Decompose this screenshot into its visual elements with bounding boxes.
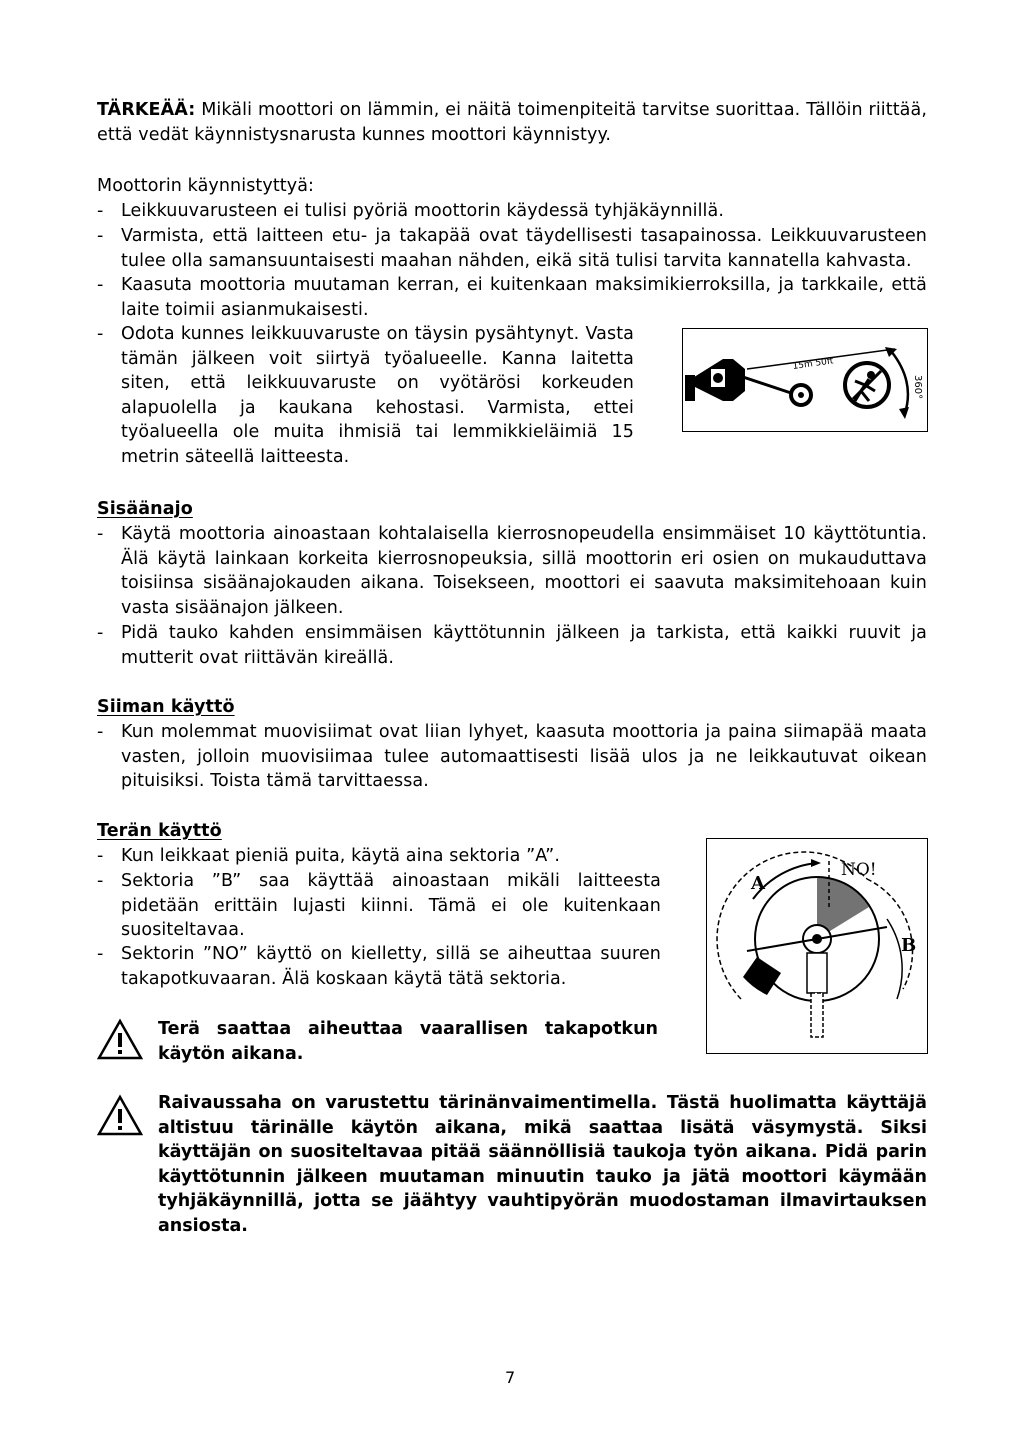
blade-item-1: Kun leikkaat pieniä puita, käytä aina sektoria ”A”. <box>121 846 560 866</box>
line-heading: Siiman käyttö <box>97 697 235 717</box>
blade-heading: Terän käyttö <box>97 821 222 841</box>
list-dash: - <box>97 201 104 221</box>
intro-paragraph <box>97 98 927 147</box>
sector-a-label: A <box>751 873 765 894</box>
list-dash: - <box>97 226 104 246</box>
safe-distance-figure <box>682 328 928 432</box>
blade-item-3: Sektorin ”NO” käyttö on kielletty, sillä se aiheuttaa suuren takapotkuvaaran. Älä koskaan käytä tätä sektoria. <box>121 944 661 989</box>
sector-no-label: NO! <box>841 860 877 880</box>
intro-label: TÄRKEÄÄ: <box>97 100 196 120</box>
line-item-1: Kun molemmat muovisiimat ovat liian lyhyet, kaasuta moottoria ja paina siimapää maata vasten, jolloin muovisiimaa tulee automaattisesti lisää ulos ja ne leikkautuvat oikean pituisiksi. Toista tämä tarvittaessa. <box>121 722 927 791</box>
warning-2-text: Raivaussaha on varustettu tärinänvaimentimella. Tästä huolimatta käyttäjä altistuu tärinälle käytön aikana, mikä saattaa lisätä väsymystä. Siksi käyttäjän on suositeltavaa pitää säännöllisiä taukoja työn aikana. Pidä parin käyttötunnin jälkeen muutaman minuutin tauko ja jätä moottori käymään tyhjäkäynnillä, jotta se jäähtyy vauhtipyörän muodostaman ilmavirtauksen ansiosta. <box>158 1093 927 1236</box>
startup-item-4: Odota kunnes leikkuuvaruste on täysin pysähtynyt. Vasta tämän jälkeen voit siirtyä työalueelle. Kanna laitetta siten, että leikkuuvaruste on vyötärösi korkeuden alapuolella ja kaukana kehostasi. Varmista, ettei työalueella ole muita ihmisiä tai lemmikkieläimiä 15 metrin säteellä laitteesta. <box>121 324 634 467</box>
list-dash: - <box>97 623 104 643</box>
breakin-item-2: Pidä tauko kahden ensimmäisen käyttötunnin jälkeen ja tarkista, että kaikki ruuvit ja mutterit ovat riittävän kireällä. <box>121 623 927 668</box>
list-dash: - <box>97 944 104 964</box>
list-dash: - <box>97 871 104 891</box>
page-number: 7 <box>505 1368 516 1387</box>
startup-item-3: Kaasuta moottoria muutaman kerran, ei kuitenkaan maksimikierroksilla, ja tarkkaile, että laite toimii asianmukaisesti. <box>121 275 927 320</box>
startup-item-1: Leikkuuvarusteen ei tulisi pyöriä moottorin käydessä tyhjäkäynnillä. <box>121 201 725 221</box>
list-dash: - <box>97 275 104 295</box>
angle-label: 360° <box>912 375 923 400</box>
blade-sector-figure <box>706 838 928 1054</box>
warning-triangle-icon <box>97 1094 143 1136</box>
list-dash: - <box>97 722 104 742</box>
blade-sector-illustration <box>707 839 927 1053</box>
warning-1-text: Terä saattaa aiheuttaa vaarallisen takapotkun käytön aikana. <box>158 1019 658 1064</box>
list-dash: - <box>97 324 104 344</box>
breakin-item-1: Käytä moottoria ainoastaan kohtalaisella kierrosnopeudella ensimmäiset 10 käyttötuntia. Älä käytä lainkaan korkeita kierrosnopeuksia, sillä moottorin eri osien on mukauduttava toisiinsa sisäänajokauden aikana. Toisekseen, moottori ei saavuta maksimitehoaan kuin vasta sisäänajon jälkeen. <box>121 524 927 618</box>
blade-item-2: Sektoria ”B” saa käyttää ainoastaan mikäli laitteesta pidetään erittäin lujasti kiinni. Tämä ei ole kuitenkaan suositeltavaa. <box>121 871 661 940</box>
intro-text: Mikäli moottori on lämmin, ei näitä toimenpiteitä tarvitse suorittaa. Tällöin riittää, että vedät käynnistysnarusta kunnes moottori käynnistyy. <box>97 100 927 145</box>
warning-triangle-icon <box>97 1018 143 1060</box>
startup-heading: Moottorin käynnistyttyä: <box>97 176 315 196</box>
list-dash: - <box>97 846 104 866</box>
sector-b-label: B <box>901 935 917 956</box>
safe-distance-illustration <box>683 329 927 431</box>
breakin-heading: Sisäänajo <box>97 499 193 519</box>
startup-item-2: Varmista, että laitteen etu- ja takapää ovat täydellisesti tasapainossa. Leikkuuvarusteen tulee olla samansuuntaisesti maahan nähden, eikä sitä tulisi tarvita kannatella kahvasta. <box>121 226 927 271</box>
distance-label: 15m 50ft <box>792 356 835 372</box>
list-dash: - <box>97 524 104 544</box>
